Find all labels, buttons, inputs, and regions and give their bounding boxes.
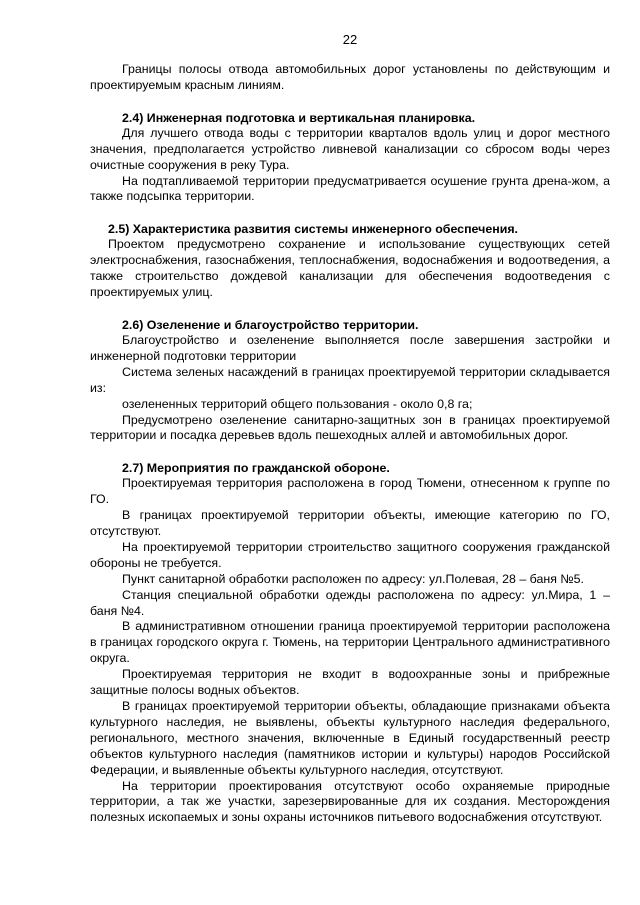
paragraph: В границах проектируемой территории объекты, обладающие признаками объекта культурного наследия, не выявлены, объекты культурного наследия федерального, регионального, местного значения, включенные в Единый государственный реестр объектов культурного наследия (памятников истории и культуры) народов Российской Федерации, и выявленные объекты культурного наследия, отсутствуют. [90,699,610,777]
paragraph: Благоустройство и озеленение выполняется после завершения застройки и инженерной подготовки территории [90,332,610,363]
paragraph: Станция специальной обработки одежды расположена по адресу: ул.Мира, 1 – баня №4. [90,587,610,618]
intro-paragraph: Границы полосы отвода автомобильных дорог установлены по действующим и проектируемым красным линиям. [90,62,610,92]
section-heading-2-7: 2.7) Мероприятия по гражданской обороне. [122,461,390,476]
paragraph: На проектируемой территории строительство защитного сооружения гражданской обороны не требуется. [90,539,610,570]
paragraph: В административном отношении граница проектируемой территории расположена в границах городского округа г. Тюмень, на территории Центрального административного округа. [90,619,610,666]
paragraph: озелененных территорий общего пользования - около 0,8 га; [122,396,473,411]
section-heading-2-6: 2.6) Озеленение и благоустройство территории. [122,317,419,332]
page-content [90,62,610,826]
paragraph: Проектируемая территория расположена в город Тюмени, отнесенном к группе по ГО. [90,476,610,507]
paragraph: Проектом предусмотрено сохранение и использование существующих сетей электроснабжения, газоснабжения, теплоснабжения, водоснабжения и водоотведения, а также строительство дождевой канализации для обеспечения водоотведения с проектируемых улиц. [90,237,610,300]
paragraph: Для лучшего отвода воды с территории кварталов вдоль улиц и дорог местного значения, предполагается устройство ливневой канализации со сбросом воды через очистные сооружения в реку Тура. [90,125,610,172]
paragraph: В границах проектируемой территории объекты, имеющие категорию по ГО, отсутствуют. [90,508,610,539]
paragraph: Пункт санитарной обработки расположен по адресу: ул.Полевая, 28 – баня №5. [122,571,584,586]
page-number: 22 [342,32,358,47]
section-heading-2-4: 2.4) Инженерная подготовка и вертикальная планировка. [122,110,476,125]
paragraph: На подтапливаемой территории предусматривается осушение грунта дрена-жом, а также подсыпка территории. [90,173,610,204]
paragraph: На территории проектирования отсутствуют особо охраняемые природные территории, а так же участки, зарезервированные для их создания. Месторождения полезных ископаемых и зоны охраны источников питьевого водоснабжения отсутствуют. [90,778,610,825]
paragraph: Проектируемая территория не входит в водоохранные зоны и прибрежные защитные полосы водных объектов. [90,667,610,698]
paragraph: Предусмотрено озеленение санитарно-защитных зон в границах проектируемой территории и посадка деревьев вдоль пешеходных аллей и автомобильных дорог. [90,412,610,443]
section-heading-2-5: 2.5) Характеристика развития системы инженерного обеспечения. [108,222,518,237]
paragraph: Система зеленых насаждений в границах проектируемой территории складывается из: [90,364,610,395]
